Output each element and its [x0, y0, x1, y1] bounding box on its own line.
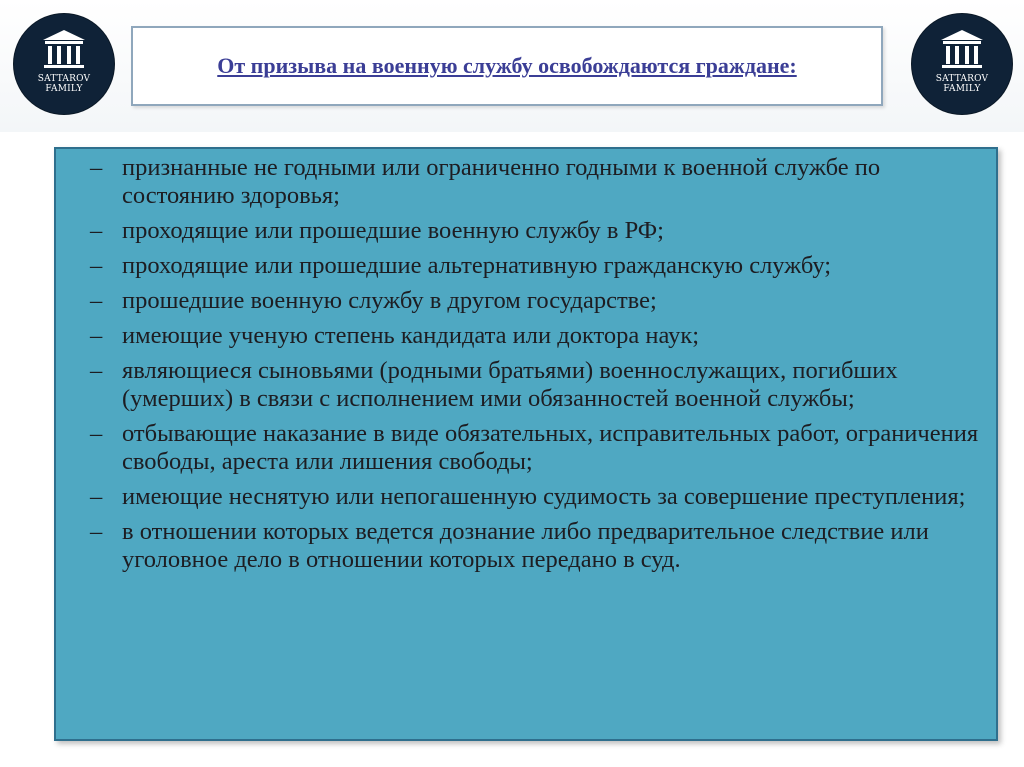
dash-bullet: –: [90, 357, 103, 384]
list-item: [90, 322, 980, 350]
dash-bullet: –: [90, 420, 103, 447]
list-item: [90, 483, 980, 511]
list-item: [90, 217, 980, 245]
list-item: [90, 357, 980, 413]
logo-text: SATTAROV FAMILY: [37, 74, 91, 94]
list-item-text: признанные не годными или ограниченно годными к военной службе по состоянию здоровья;: [122, 154, 881, 209]
dash-bullet: –: [90, 287, 103, 314]
logo-text: SATTAROV FAMILY: [935, 74, 989, 94]
list-item-text: имеющие ученую степень кандидата или доктора наук;: [122, 322, 700, 349]
list-item: [90, 518, 980, 574]
content-panel: [54, 147, 998, 741]
list-item-text: прошедшие военную службу в другом государстве;: [122, 287, 657, 314]
sattarov-family-logo-right: [912, 14, 1012, 114]
list-item-text: проходящие или прошедшие альтернативную гражданскую службу;: [122, 252, 832, 279]
sattarov-family-logo-left: [14, 14, 114, 114]
list-item: [90, 252, 980, 280]
exemption-list: [90, 154, 980, 581]
building-columns-icon: [939, 28, 985, 72]
dash-bullet: –: [90, 154, 103, 181]
list-item-text: имеющие неснятую или непогашенную судимость за совершение преступления;: [122, 483, 966, 510]
dash-bullet: –: [90, 322, 103, 349]
dash-bullet: –: [90, 252, 103, 279]
page-title: От призыва на военную службу освобождаются граждане:: [217, 53, 797, 78]
list-item: [90, 287, 980, 315]
list-item: [90, 154, 980, 210]
title-box: [131, 26, 883, 106]
list-item-text: в отношении которых ведется дознание либо предварительное следствие или уголовное дело в отношении которых передано в суд.: [122, 518, 929, 573]
list-item-text: являющиеся сыновьями (родными братьями) военнослужащих, погибших (умерших) в связи с исполнением ими обязанностей военной службы;: [122, 357, 898, 412]
dash-bullet: –: [90, 483, 103, 510]
dash-bullet: –: [90, 217, 103, 244]
dash-bullet: –: [90, 518, 103, 545]
list-item-text: проходящие или прошедшие военную службу в РФ;: [122, 217, 664, 244]
building-columns-icon: [41, 28, 87, 72]
list-item: [90, 420, 980, 476]
list-item-text: отбывающие наказание в виде обязательных, исправительных работ, ограничения свободы, ареста или лишения свободы;: [122, 420, 979, 475]
